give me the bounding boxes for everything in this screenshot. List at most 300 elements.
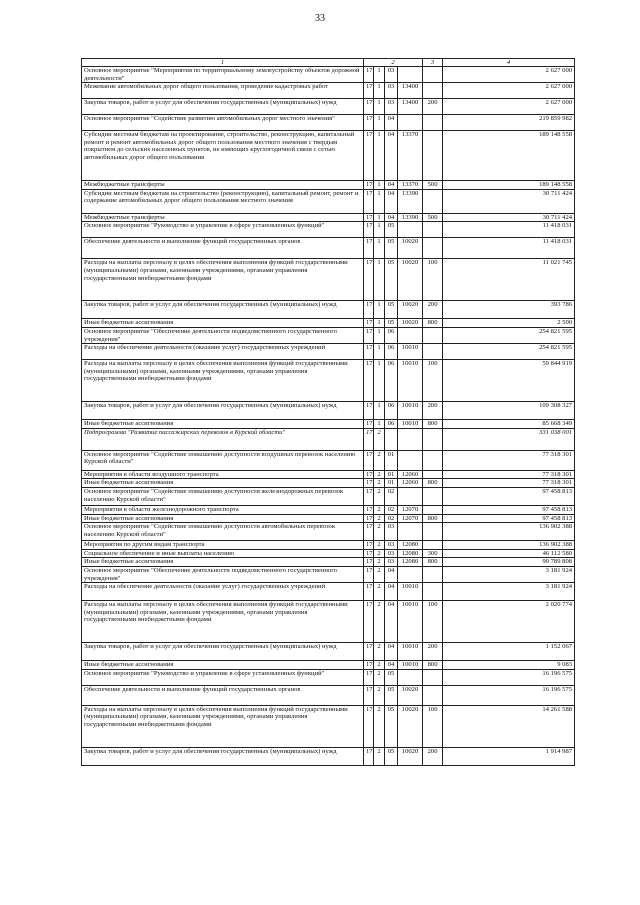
- table-row: [82, 747, 575, 765]
- row-subprogram-code: 2: [374, 669, 385, 685]
- table-row: [82, 131, 575, 181]
- row-program-code: 17: [364, 661, 374, 670]
- row-amount: 219 859 982: [443, 115, 575, 131]
- table-row: [82, 420, 575, 429]
- table-row: [82, 238, 575, 259]
- row-activity-code: 05: [385, 238, 398, 259]
- row-amount: 16 196 575: [443, 669, 575, 685]
- row-subprogram-code: 1: [374, 213, 385, 222]
- row-expense-type-code: [423, 131, 443, 181]
- row-direction-code: 10020: [398, 705, 423, 747]
- row-direction-code: [398, 450, 423, 470]
- row-expense-type-code: [423, 67, 443, 83]
- row-amount: 189 148 558: [443, 131, 575, 181]
- table-row: [82, 661, 575, 670]
- header-row: [82, 59, 575, 67]
- row-amount: 2 627 000: [443, 99, 575, 115]
- row-program-code: 17: [364, 549, 374, 558]
- header-col-4: 4: [443, 59, 575, 67]
- row-name: Закупка товаров, работ и услуг для обеспечения государственных (муниципальных) нужд: [82, 301, 364, 319]
- row-subprogram-code: 1: [374, 83, 385, 99]
- table-row: [82, 470, 575, 479]
- row-amount: 2 627 000: [443, 67, 575, 83]
- row-direction-code: 10010: [398, 360, 423, 402]
- row-amount: 30 711 424: [443, 213, 575, 222]
- row-expense-type-code: 800: [423, 479, 443, 488]
- row-expense-type-code: [423, 566, 443, 582]
- table-row: [82, 669, 575, 685]
- row-name: Субсидии местным бюджетам на проектирование, строительство, реконструкцию, капитальный ремонт и ремонт автомобильных дорог общего пользования местного значения с твердым покрытием до сельских населенных пунктов, не имеющих круглогодичной связи с сетью автомобильных дорог общего пользования: [82, 131, 364, 181]
- row-name: Расходы на выплаты персоналу в целях обеспечения выполнения функций государственными (муниципальными) органами, казенными учреждениями, органами управления государственными внебюджетными фондами: [82, 259, 364, 301]
- row-program-code: 17: [364, 514, 374, 523]
- table-row: [82, 402, 575, 420]
- row-activity-code: 06: [385, 360, 398, 402]
- row-activity-code: 04: [385, 583, 398, 601]
- row-direction-code: 12080: [398, 549, 423, 558]
- row-name: Субсидии местным бюджетам на строительство (реконструкцию), капитальный ремонт, ремонт и содержание автомобильных дорог общего пользования местного значения: [82, 189, 364, 213]
- table-row: [82, 67, 575, 83]
- row-name: Основное мероприятие "Содействие повышению доступности автомобильных перевозок населению Курской области": [82, 523, 364, 541]
- table-row: [82, 558, 575, 567]
- row-direction-code: 10010: [398, 601, 423, 643]
- row-subprogram-code: 1: [374, 115, 385, 131]
- row-activity-code: 02: [385, 487, 398, 505]
- row-expense-type-code: 800: [423, 514, 443, 523]
- row-subprogram-code: 2: [374, 685, 385, 705]
- row-program-code: 17: [364, 685, 374, 705]
- table-row: [82, 428, 575, 450]
- table-row: [82, 344, 575, 360]
- row-program-code: 17: [364, 327, 374, 343]
- row-name: Расходы на обеспечение деятельности (оказание услуг) государственных учреждений: [82, 583, 364, 601]
- row-direction-code: [398, 487, 423, 505]
- row-name: Основное мероприятие "Обеспечение деятельности подведомственного государственного учреждения": [82, 327, 364, 343]
- row-activity-code: 01: [385, 470, 398, 479]
- row-activity-code: 05: [385, 747, 398, 765]
- row-direction-code: 12060: [398, 470, 423, 479]
- row-direction-code: 10020: [398, 747, 423, 765]
- row-name: Иные бюджетные ассигнования: [82, 514, 364, 523]
- row-amount: 77 318 301: [443, 470, 575, 479]
- row-name: Основное мероприятие "Содействие повышению доступности воздушных перевозок населению Курской области": [82, 450, 364, 470]
- row-amount: 97 458 813: [443, 514, 575, 523]
- header-col-3: 3: [423, 59, 443, 67]
- row-program-code: 17: [364, 541, 374, 550]
- table-row: [82, 301, 575, 319]
- row-direction-code: 10010: [398, 643, 423, 661]
- row-subprogram-code: 1: [374, 222, 385, 238]
- row-name: Закупка товаров, работ и услуг для обеспечения государственных (муниципальных) нужд: [82, 643, 364, 661]
- row-program-code: 17: [364, 558, 374, 567]
- row-activity-code: 02: [385, 514, 398, 523]
- row-program-code: 17: [364, 523, 374, 541]
- row-expense-type-code: [423, 669, 443, 685]
- row-subprogram-code: 2: [374, 470, 385, 479]
- row-program-code: 17: [364, 705, 374, 747]
- row-direction-code: 10020: [398, 319, 423, 328]
- row-activity-code: 05: [385, 669, 398, 685]
- row-expense-type-code: 100: [423, 259, 443, 301]
- row-amount: 30 711 424: [443, 189, 575, 213]
- row-program-code: 17: [364, 450, 374, 470]
- row-subprogram-code: 1: [374, 131, 385, 181]
- row-subprogram-code: 1: [374, 189, 385, 213]
- row-amount: 85 668 349: [443, 420, 575, 429]
- row-name: Иные бюджетные ассигнования: [82, 558, 364, 567]
- row-subprogram-code: 2: [374, 514, 385, 523]
- table-row: [82, 505, 575, 514]
- row-program-code: 17: [364, 360, 374, 402]
- table-row: [82, 99, 575, 115]
- row-expense-type-code: [423, 238, 443, 259]
- row-amount: 9 083: [443, 661, 575, 670]
- row-direction-code: [398, 523, 423, 541]
- row-subprogram-code: 2: [374, 643, 385, 661]
- table-row: [82, 83, 575, 99]
- table-row: [82, 549, 575, 558]
- row-name: Межбюджетные трансферты: [82, 213, 364, 222]
- row-expense-type-code: 100: [423, 705, 443, 747]
- row-direction-code: 13370: [398, 181, 423, 190]
- row-subprogram-code: 2: [374, 549, 385, 558]
- row-program-code: 17: [364, 505, 374, 514]
- row-amount: 90 789 808: [443, 558, 575, 567]
- row-program-code: 17: [364, 583, 374, 601]
- row-name: Социальное обеспечение и иные выплаты населению: [82, 549, 364, 558]
- row-expense-type-code: [423, 541, 443, 550]
- row-name: Расходы на выплаты персоналу в целях обеспечения выполнения функций государственными (муниципальными) органами, казенными учреждениями, органами управления государственными внебюджетными фондами: [82, 360, 364, 402]
- row-amount: 97 458 813: [443, 505, 575, 514]
- row-program-code: 17: [364, 402, 374, 420]
- table-row: [82, 705, 575, 747]
- row-expense-type-code: 200: [423, 643, 443, 661]
- row-expense-type-code: 200: [423, 747, 443, 765]
- row-direction-code: 10020: [398, 259, 423, 301]
- table-row: [82, 259, 575, 301]
- row-subprogram-code: 1: [374, 67, 385, 83]
- table-row: [82, 222, 575, 238]
- table-row: [82, 327, 575, 343]
- row-name: Расходы на выплаты персоналу в целях обеспечения выполнения функций государственными (муниципальными) органами, казенными учреждениями, органами управления государственными внебюджетными фондами: [82, 705, 364, 747]
- row-direction-code: [398, 327, 423, 343]
- table-row: [82, 115, 575, 131]
- row-name: Межбюджетные трансферты: [82, 181, 364, 190]
- row-amount: 59 844 919: [443, 360, 575, 402]
- row-amount: 2 020 774: [443, 601, 575, 643]
- row-activity-code: 04: [385, 181, 398, 190]
- row-program-code: 17: [364, 479, 374, 488]
- row-name: Основное мероприятие "Руководство и управление в сфере установленных функций": [82, 222, 364, 238]
- row-direction-code: 10010: [398, 661, 423, 670]
- row-subprogram-code: 2: [374, 566, 385, 582]
- row-activity-code: 03: [385, 541, 398, 550]
- row-program-code: 17: [364, 344, 374, 360]
- row-expense-type-code: [423, 450, 443, 470]
- row-name: Расходы на выплаты персоналу в целях обеспечения выполнения функций государственными (муниципальными) органами, казенными учреждениями, органами управления государственными внебюджетными фондами: [82, 601, 364, 643]
- row-program-code: 17: [364, 115, 374, 131]
- row-program-code: 17: [364, 131, 374, 181]
- row-expense-type-code: [423, 685, 443, 705]
- row-program-code: 17: [364, 83, 374, 99]
- row-subprogram-code: 2: [374, 661, 385, 670]
- row-amount: 16 196 575: [443, 685, 575, 705]
- row-activity-code: 05: [385, 705, 398, 747]
- row-direction-code: 10020: [398, 238, 423, 259]
- row-activity-code: 03: [385, 523, 398, 541]
- row-name: Межевание автомобильных дорог общего пользования, проведение кадастровых работ: [82, 83, 364, 99]
- row-subprogram-code: 1: [374, 181, 385, 190]
- row-name: Закупка товаров, работ и услуг для обеспечения государственных (муниципальных) нужд: [82, 747, 364, 765]
- row-program-code: 17: [364, 238, 374, 259]
- row-amount: 77 318 301: [443, 450, 575, 470]
- table-row: [82, 360, 575, 402]
- row-name: Расходы на обеспечение деятельности (оказание услуг) государственных учреждений: [82, 344, 364, 360]
- row-activity-code: 03: [385, 558, 398, 567]
- row-activity-code: 06: [385, 327, 398, 343]
- row-direction-code: 12080: [398, 558, 423, 567]
- row-direction-code: [398, 566, 423, 582]
- row-expense-type-code: 800: [423, 319, 443, 328]
- row-name: Иные бюджетные ассигнования: [82, 479, 364, 488]
- row-activity-code: 03: [385, 549, 398, 558]
- row-subprogram-code: 2: [374, 523, 385, 541]
- row-activity-code: 02: [385, 505, 398, 514]
- row-activity-code: 04: [385, 131, 398, 181]
- row-direction-code: 13370: [398, 131, 423, 181]
- row-amount: 136 902 388: [443, 541, 575, 550]
- row-direction-code: 10010: [398, 344, 423, 360]
- row-subprogram-code: 1: [374, 360, 385, 402]
- row-subprogram-code: 1: [374, 420, 385, 429]
- row-amount: 189 148 558: [443, 181, 575, 190]
- row-amount: 3 181 924: [443, 583, 575, 601]
- row-subprogram-code: 2: [374, 583, 385, 601]
- row-expense-type-code: 200: [423, 402, 443, 420]
- row-direction-code: 13400: [398, 83, 423, 99]
- row-expense-type-code: [423, 222, 443, 238]
- row-name: Основное мероприятие "Обеспечение деятельности подведомственного государственного учреждения": [82, 566, 364, 582]
- row-direction-code: 12080: [398, 541, 423, 550]
- row-activity-code: 06: [385, 344, 398, 360]
- row-direction-code: [398, 67, 423, 83]
- row-expense-type-code: [423, 189, 443, 213]
- row-subprogram-code: 1: [374, 344, 385, 360]
- row-direction-code: 12060: [398, 479, 423, 488]
- row-name: Основное мероприятие "Содействие повышению доступности железнодорожных перевозок населению Курской области": [82, 487, 364, 505]
- row-expense-type-code: 800: [423, 661, 443, 670]
- row-subprogram-code: 2: [374, 558, 385, 567]
- row-amount: 2 500: [443, 319, 575, 328]
- row-activity-code: 04: [385, 661, 398, 670]
- row-subprogram-code: 1: [374, 301, 385, 319]
- row-activity-code: 06: [385, 402, 398, 420]
- row-program-code: 17: [364, 428, 374, 450]
- row-amount: 136 902 388: [443, 523, 575, 541]
- row-program-code: 17: [364, 669, 374, 685]
- row-amount: 3 181 924: [443, 566, 575, 582]
- table-row: [82, 189, 575, 213]
- row-subprogram-code: 2: [374, 601, 385, 643]
- row-expense-type-code: [423, 505, 443, 514]
- table-row: [82, 514, 575, 523]
- row-subprogram-code: 2: [374, 428, 385, 450]
- row-amount: 393 786: [443, 301, 575, 319]
- row-direction-code: [398, 428, 423, 450]
- row-name: Иные бюджетные ассигнования: [82, 661, 364, 670]
- row-subprogram-code: 2: [374, 479, 385, 488]
- row-name: Основное мероприятие "Мероприятия по территориальному землеустройству объектов дорожной деятельности": [82, 67, 364, 83]
- budget-table-body: [82, 59, 575, 766]
- row-name: Основное мероприятие "Руководство и управление в сфере установленных функций": [82, 669, 364, 685]
- row-activity-code: 05: [385, 319, 398, 328]
- row-direction-code: 13400: [398, 99, 423, 115]
- row-name: Мероприятия по другим видам транспорта: [82, 541, 364, 550]
- row-expense-type-code: [423, 327, 443, 343]
- table-row: [82, 583, 575, 601]
- row-expense-type-code: 100: [423, 601, 443, 643]
- row-amount: 14 261 588: [443, 705, 575, 747]
- row-program-code: 17: [364, 181, 374, 190]
- row-direction-code: [398, 669, 423, 685]
- row-activity-code: 01: [385, 479, 398, 488]
- row-program-code: 17: [364, 189, 374, 213]
- row-name: Мероприятия в области железнодорожного транспорта: [82, 505, 364, 514]
- row-amount: 97 458 813: [443, 487, 575, 505]
- row-amount: 2 627 000: [443, 83, 575, 99]
- row-amount: 77 318 301: [443, 479, 575, 488]
- row-program-code: 17: [364, 747, 374, 765]
- row-name: Иные бюджетные ассигнования: [82, 420, 364, 429]
- row-program-code: 17: [364, 566, 374, 582]
- table-row: [82, 479, 575, 488]
- row-expense-type-code: 100: [423, 360, 443, 402]
- row-activity-code: 04: [385, 189, 398, 213]
- row-program-code: 17: [364, 420, 374, 429]
- row-subprogram-code: 2: [374, 705, 385, 747]
- row-amount: 331 038 001: [443, 428, 575, 450]
- row-subprogram-code: 1: [374, 402, 385, 420]
- row-amount: 11 418 031: [443, 238, 575, 259]
- row-program-code: 17: [364, 601, 374, 643]
- table-row: [82, 523, 575, 541]
- row-activity-code: 06: [385, 420, 398, 429]
- row-name: Закупка товаров, работ и услуг для обеспечения государственных (муниципальных) нужд: [82, 402, 364, 420]
- row-activity-code: 05: [385, 259, 398, 301]
- row-expense-type-code: 200: [423, 99, 443, 115]
- row-direction-code: 10010: [398, 402, 423, 420]
- row-expense-type-code: [423, 115, 443, 131]
- row-activity-code: 04: [385, 601, 398, 643]
- row-program-code: 17: [364, 470, 374, 479]
- row-name: Подпрограмма "Развитие пассажирских перевозок в Курской области": [82, 428, 364, 450]
- row-program-code: 17: [364, 99, 374, 115]
- row-activity-code: 05: [385, 685, 398, 705]
- row-amount: 254 821 595: [443, 327, 575, 343]
- row-name: Мероприятия в области воздушного транспорта: [82, 470, 364, 479]
- row-expense-type-code: [423, 523, 443, 541]
- row-expense-type-code: 800: [423, 558, 443, 567]
- row-subprogram-code: 1: [374, 259, 385, 301]
- row-activity-code: 04: [385, 115, 398, 131]
- row-expense-type-code: 200: [423, 301, 443, 319]
- row-subprogram-code: 2: [374, 505, 385, 514]
- table-row: [82, 213, 575, 222]
- row-expense-type-code: [423, 487, 443, 505]
- row-subprogram-code: 1: [374, 327, 385, 343]
- row-expense-type-code: [423, 470, 443, 479]
- table-row: [82, 319, 575, 328]
- row-expense-type-code: 300: [423, 549, 443, 558]
- table-row: [82, 541, 575, 550]
- row-amount: 11 418 031: [443, 222, 575, 238]
- row-direction-code: [398, 222, 423, 238]
- row-expense-type-code: 800: [423, 420, 443, 429]
- row-program-code: 17: [364, 487, 374, 505]
- table-row: [82, 487, 575, 505]
- row-activity-code: 01: [385, 450, 398, 470]
- row-name: Обеспечение деятельности и выполнение функций государственных органов: [82, 238, 364, 259]
- row-name: Закупка товаров, работ и услуг для обеспечения государственных (муниципальных) нужд: [82, 99, 364, 115]
- table-row: [82, 566, 575, 582]
- row-amount: 254 821 595: [443, 344, 575, 360]
- row-activity-code: 05: [385, 301, 398, 319]
- row-amount: 109 308 327: [443, 402, 575, 420]
- row-activity-code: 03: [385, 67, 398, 83]
- row-program-code: 17: [364, 259, 374, 301]
- row-activity-code: 04: [385, 213, 398, 222]
- table-row: [82, 181, 575, 190]
- row-activity-code: 04: [385, 643, 398, 661]
- row-amount: 46 112 580: [443, 549, 575, 558]
- row-subprogram-code: 2: [374, 487, 385, 505]
- row-program-code: 17: [364, 222, 374, 238]
- header-col-2: 2: [364, 59, 423, 67]
- row-subprogram-code: 1: [374, 238, 385, 259]
- row-expense-type-code: [423, 344, 443, 360]
- row-expense-type-code: [423, 83, 443, 99]
- row-direction-code: 10020: [398, 301, 423, 319]
- row-name: Иные бюджетные ассигнования: [82, 319, 364, 328]
- row-activity-code: 03: [385, 99, 398, 115]
- row-direction-code: 13390: [398, 189, 423, 213]
- row-subprogram-code: 2: [374, 747, 385, 765]
- row-amount: 11 021 745: [443, 259, 575, 301]
- row-activity-code: [385, 428, 398, 450]
- row-direction-code: 13390: [398, 213, 423, 222]
- row-direction-code: 12070: [398, 505, 423, 514]
- row-program-code: 17: [364, 213, 374, 222]
- row-subprogram-code: 1: [374, 99, 385, 115]
- row-name: Основное мероприятие "Содействие развитию автомобильных дорог местного значения": [82, 115, 364, 131]
- row-amount: 1 152 067: [443, 643, 575, 661]
- budget-table: [81, 58, 575, 766]
- row-program-code: 17: [364, 319, 374, 328]
- row-direction-code: 10020: [398, 685, 423, 705]
- row-expense-type-code: [423, 428, 443, 450]
- row-activity-code: 05: [385, 222, 398, 238]
- row-program-code: 17: [364, 301, 374, 319]
- table-row: [82, 685, 575, 705]
- row-program-code: 17: [364, 643, 374, 661]
- table-row: [82, 601, 575, 643]
- row-direction-code: 10010: [398, 420, 423, 429]
- row-direction-code: 10010: [398, 583, 423, 601]
- row-expense-type-code: 500: [423, 181, 443, 190]
- row-expense-type-code: 500: [423, 213, 443, 222]
- table-row: [82, 643, 575, 661]
- row-activity-code: 03: [385, 83, 398, 99]
- row-expense-type-code: [423, 583, 443, 601]
